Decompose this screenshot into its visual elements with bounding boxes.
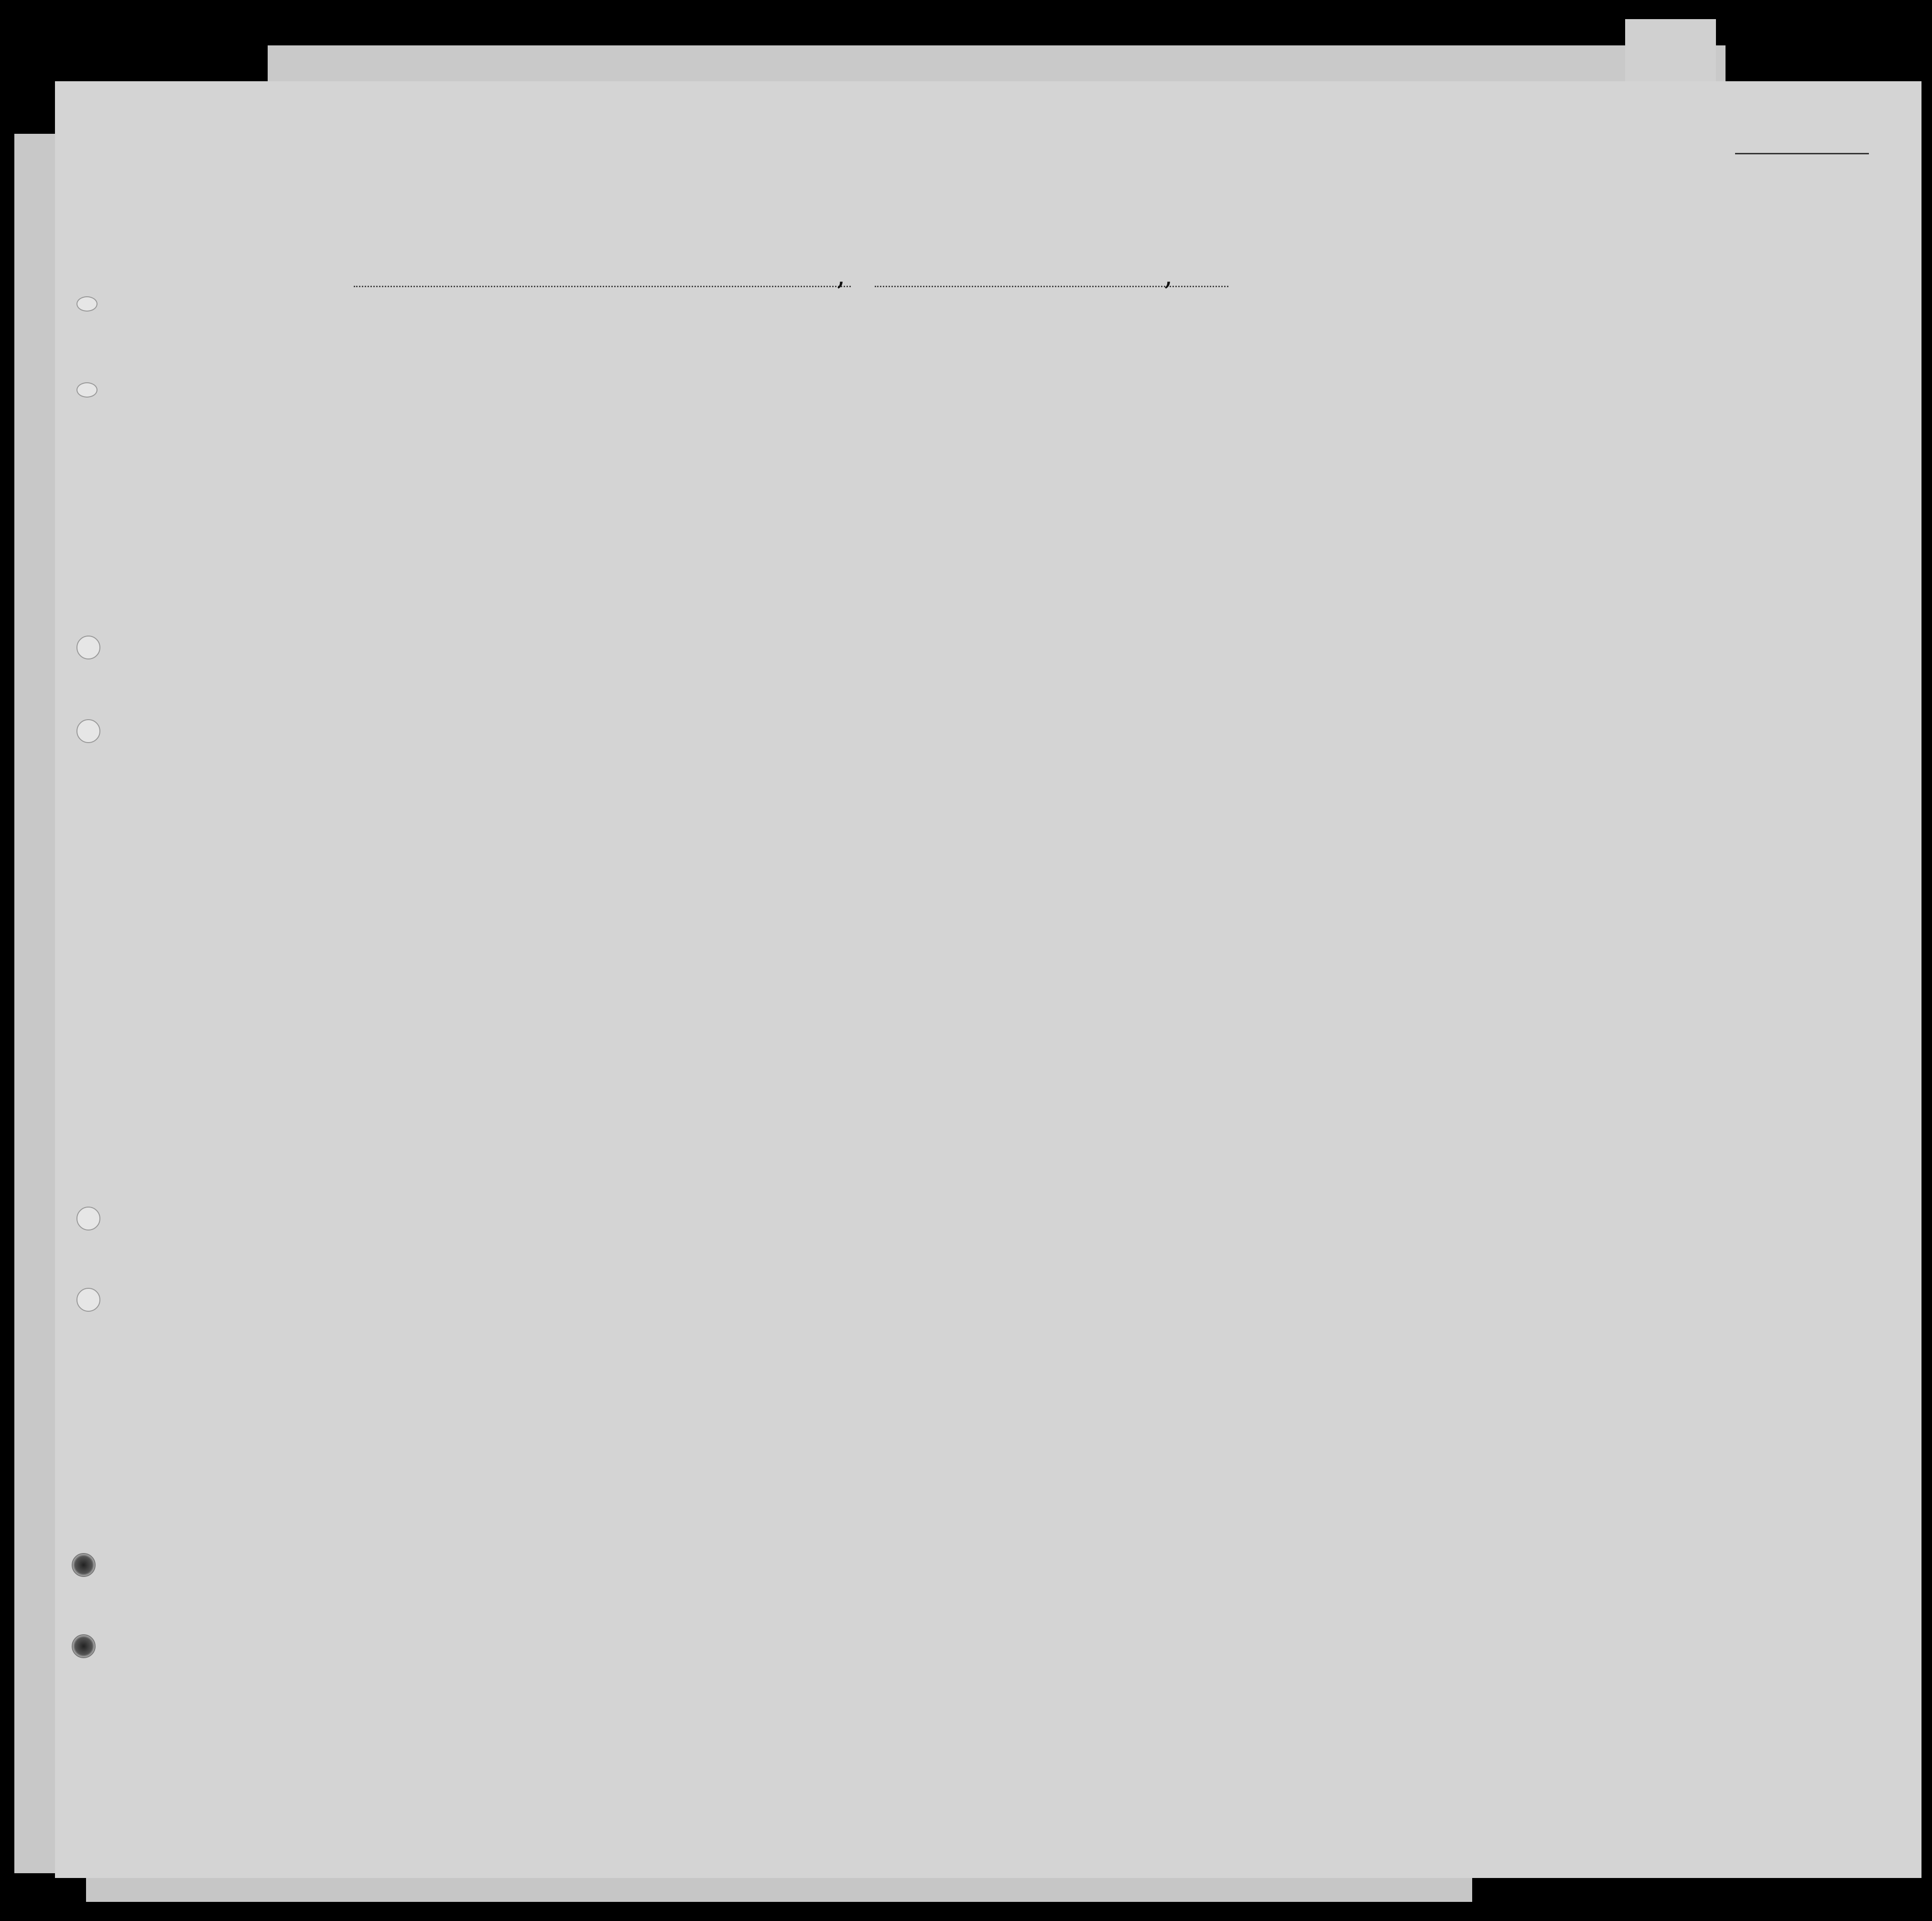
port-comma: , xyxy=(836,259,846,291)
punch-hole xyxy=(76,636,100,659)
manifest-sheet xyxy=(55,81,1921,1878)
punch-hole xyxy=(72,1553,96,1577)
punch-hole xyxy=(76,719,100,743)
punch-hole xyxy=(76,296,98,312)
punch-hole xyxy=(76,1207,100,1230)
punch-hole xyxy=(76,382,98,398)
date-line xyxy=(875,286,1228,287)
port-line xyxy=(354,286,851,287)
punch-hole xyxy=(76,1288,100,1312)
date-comma: , xyxy=(1164,259,1173,291)
punch-hole xyxy=(72,1634,96,1658)
list-underline xyxy=(1735,153,1869,154)
